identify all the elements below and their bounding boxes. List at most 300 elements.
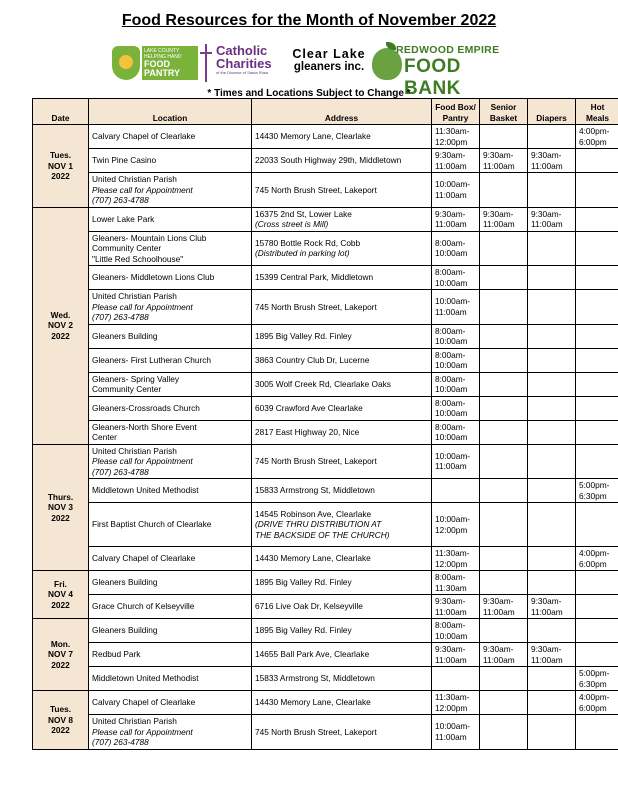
cell-text: Middletown United Methodist bbox=[92, 485, 199, 496]
diapers-cell bbox=[528, 715, 576, 750]
senior-basket-cell bbox=[480, 266, 528, 290]
address-cell bbox=[252, 231, 432, 266]
table-row bbox=[33, 444, 618, 479]
table-row bbox=[33, 207, 618, 231]
cell-text: 9:30am- bbox=[531, 150, 562, 160]
cell-text: Gleaners- First Lutheran Church bbox=[92, 354, 211, 365]
date-cell bbox=[33, 207, 89, 444]
header-date: Date bbox=[33, 99, 89, 125]
table-row bbox=[33, 715, 618, 750]
address-cell bbox=[252, 372, 432, 396]
cell-text: 6:30pm bbox=[579, 490, 607, 501]
cell-text: 8:00am- bbox=[435, 620, 466, 630]
senior-basket-cell bbox=[480, 125, 528, 149]
cell-note: Please call for Appointment bbox=[92, 456, 193, 466]
disclaimer: * Times and Locations Subject to Change * bbox=[207, 88, 411, 99]
header-text: Food Box/ bbox=[435, 102, 476, 112]
catholic-charities-logo bbox=[198, 42, 282, 84]
cell-text: 2022 bbox=[51, 171, 70, 181]
cell-text: 5:00pm- bbox=[579, 668, 610, 678]
diapers-cell bbox=[528, 420, 576, 444]
diapers-cell bbox=[528, 479, 576, 503]
cell-text: Gleaners Building bbox=[92, 577, 158, 588]
senior-basket-cell bbox=[480, 149, 528, 173]
location-cell bbox=[89, 503, 252, 547]
cell-text: 11:30am- bbox=[435, 126, 470, 136]
pantry-cell bbox=[432, 125, 480, 149]
cell-text: 8:00am- bbox=[435, 373, 466, 384]
hot-meals-cell bbox=[576, 420, 618, 444]
cell-text: 9:30am- bbox=[483, 208, 514, 219]
cell-text: 1895 Big Valley Rd. Finley bbox=[255, 577, 352, 588]
cell-text: 11:00am bbox=[483, 654, 515, 665]
header-text: Basket bbox=[489, 112, 518, 123]
logo-text: gleaners inc. bbox=[293, 61, 365, 73]
cell-text: 9:30am- bbox=[435, 644, 466, 654]
cell-text: Community Center bbox=[92, 243, 162, 253]
diapers-cell bbox=[528, 324, 576, 348]
cell-text: 14545 Robinson Ave, Clearlake bbox=[255, 508, 372, 519]
cell-text: United Christian Parish bbox=[92, 716, 177, 726]
hot-meals-cell bbox=[576, 715, 618, 750]
table-row bbox=[33, 266, 618, 290]
cell-text: 6:00pm bbox=[579, 558, 607, 569]
senior-basket-cell bbox=[480, 547, 528, 571]
cell-text: Center bbox=[92, 432, 117, 442]
hot-meals-cell bbox=[576, 691, 618, 715]
cell-text: Gleaners- Mountain Lions Club bbox=[92, 232, 207, 243]
cell-text: 10:00am- bbox=[435, 514, 471, 524]
hot-meals-cell bbox=[576, 372, 618, 396]
senior-basket-cell bbox=[480, 571, 528, 595]
cell-text: 12:00pm bbox=[435, 136, 468, 147]
cell-text: 2022 bbox=[51, 725, 70, 735]
address-cell bbox=[252, 547, 432, 571]
pantry-cell bbox=[432, 667, 480, 691]
pantry-cell bbox=[432, 691, 480, 715]
date-cell bbox=[33, 444, 89, 571]
senior-basket-cell bbox=[480, 324, 528, 348]
cell-text: 2022 bbox=[51, 512, 70, 523]
cell-text: Gleaners- Middletown Lions Club bbox=[92, 272, 215, 283]
location-cell bbox=[89, 619, 252, 643]
diapers-cell bbox=[528, 691, 576, 715]
table-row bbox=[33, 396, 618, 420]
cell-text: 8:00am- bbox=[435, 572, 466, 582]
cell-text: 11:00am bbox=[531, 606, 563, 617]
cell-text: 6:00pm bbox=[579, 702, 607, 713]
diapers-cell bbox=[528, 125, 576, 149]
date-cell bbox=[33, 691, 89, 750]
cell-text: Calvary Chapel of Clearlake bbox=[92, 553, 196, 564]
cell-text: 10:00am- bbox=[435, 179, 471, 190]
cell-text: 745 North Brush Street, Lakeport bbox=[255, 301, 377, 312]
location-cell bbox=[89, 290, 252, 325]
senior-basket-cell bbox=[480, 643, 528, 667]
cell-text: 22033 South Highway 29th, Middletown bbox=[255, 155, 402, 166]
address-cell bbox=[252, 667, 432, 691]
cell-text: 2022 bbox=[51, 599, 70, 610]
address-cell bbox=[252, 715, 432, 750]
cell-text: 11:30am- bbox=[435, 692, 470, 702]
cell-text: 10:00am- bbox=[435, 450, 471, 461]
cell-text: 10:00am bbox=[435, 384, 468, 394]
senior-basket-cell bbox=[480, 348, 528, 372]
cell-text: 11:00am bbox=[483, 606, 515, 617]
cell-text: 10:00am bbox=[435, 277, 468, 288]
cell-text: Tues. bbox=[49, 150, 72, 160]
pantry-cell bbox=[432, 503, 480, 547]
cell-text: 1895 Big Valley Rd. Finley bbox=[255, 330, 352, 341]
pantry-cell bbox=[432, 348, 480, 372]
cell-text: 745 North Brush Street, Lakeport bbox=[255, 456, 377, 466]
hot-meals-cell bbox=[576, 396, 618, 420]
cell-text: 4:00pm- bbox=[579, 692, 610, 702]
cell-text: Tues. bbox=[49, 704, 72, 714]
table-row bbox=[33, 149, 618, 173]
diapers-cell bbox=[528, 571, 576, 595]
address-cell bbox=[252, 173, 432, 208]
table-row bbox=[33, 667, 618, 691]
diapers-cell bbox=[528, 231, 576, 266]
cell-text: 11:00am bbox=[435, 160, 467, 171]
cell-text: Mon. bbox=[50, 638, 71, 649]
pantry-cell bbox=[432, 444, 480, 479]
address-cell bbox=[252, 479, 432, 503]
diapers-cell bbox=[528, 595, 576, 619]
diapers-cell bbox=[528, 444, 576, 479]
cell-text: 6:00pm bbox=[579, 136, 607, 147]
date-cell bbox=[33, 619, 89, 691]
senior-basket-cell bbox=[480, 290, 528, 325]
cell-text: 11:30am bbox=[435, 582, 467, 593]
cell-text: 14430 Memory Lane, Clearlake bbox=[255, 553, 371, 564]
cell-text: 8:00am- bbox=[435, 325, 466, 336]
hot-meals-cell bbox=[576, 125, 618, 149]
address-cell bbox=[252, 149, 432, 173]
logo-text: PANTRY bbox=[144, 68, 180, 78]
cell-text: Gleaners Building bbox=[92, 625, 158, 636]
hot-meals-cell bbox=[576, 503, 618, 547]
address-cell bbox=[252, 207, 432, 231]
location-cell bbox=[89, 149, 252, 173]
location-cell bbox=[89, 691, 252, 715]
location-cell bbox=[89, 571, 252, 595]
cell-text: 4:00pm- bbox=[579, 548, 610, 558]
cell-text: 6039 Crawford Ave Clearlake bbox=[255, 402, 363, 413]
cell-text: 12:00pm bbox=[435, 524, 468, 535]
cell-text: Wed. bbox=[50, 309, 71, 320]
cell-text: 2022 bbox=[51, 659, 70, 670]
pantry-cell bbox=[432, 479, 480, 503]
cell-text: 8:00am- bbox=[435, 237, 466, 248]
cell-text: 2817 East Highway 20, Nice bbox=[255, 426, 360, 437]
schedule-body bbox=[33, 125, 618, 750]
cell-text: Redbud Park bbox=[92, 649, 141, 660]
cell-text: Gleaners-Crossroads Church bbox=[92, 402, 200, 413]
cell-text: 8:00am- bbox=[435, 267, 466, 277]
cell-text: NOV 2 bbox=[48, 320, 73, 331]
hot-meals-cell bbox=[576, 479, 618, 503]
cell-note: (707) 263-4788 bbox=[92, 737, 149, 747]
location-cell bbox=[89, 715, 252, 750]
location-cell bbox=[89, 667, 252, 691]
cell-text: 11:00am bbox=[531, 219, 563, 229]
address-cell bbox=[252, 619, 432, 643]
cell-note: (Distributed in parking lot) bbox=[255, 248, 350, 259]
location-cell bbox=[89, 348, 252, 372]
hot-meals-cell bbox=[576, 547, 618, 571]
cell-text: 11:00am bbox=[531, 654, 563, 665]
location-cell bbox=[89, 420, 252, 444]
cell-text: 10:00am bbox=[435, 336, 468, 346]
cell-text: 16375 2nd St, Lower Lake bbox=[255, 208, 352, 219]
cell-note: Please call for Appointment bbox=[92, 726, 193, 737]
diapers-cell bbox=[528, 173, 576, 208]
cell-text: 10:00am bbox=[435, 408, 468, 418]
location-cell bbox=[89, 207, 252, 231]
cell-text: Calvary Chapel of Clearlake bbox=[92, 131, 196, 142]
cell-text: 9:30am- bbox=[435, 150, 466, 160]
cell-text: 745 North Brush Street, Lakeport bbox=[255, 184, 377, 195]
hot-meals-cell bbox=[576, 643, 618, 667]
header-text: Hot bbox=[590, 102, 605, 112]
senior-basket-cell bbox=[480, 715, 528, 750]
address-cell bbox=[252, 643, 432, 667]
cell-text: 11:30am- bbox=[435, 548, 470, 558]
cell-text: 9:30am- bbox=[531, 644, 562, 654]
cell-text: United Christian Parish bbox=[92, 445, 177, 456]
table-row bbox=[33, 324, 618, 348]
address-cell bbox=[252, 266, 432, 290]
date-cell bbox=[33, 125, 89, 208]
table-row bbox=[33, 125, 618, 149]
logo-text: HELPING HAND bbox=[144, 54, 182, 60]
hot-meals-cell bbox=[576, 571, 618, 595]
cell-text: NOV 1 bbox=[48, 160, 73, 171]
pantry-cell bbox=[432, 266, 480, 290]
senior-basket-cell bbox=[480, 667, 528, 691]
cell-note: (Cross street is Mill) bbox=[255, 219, 329, 229]
pantry-cell bbox=[432, 547, 480, 571]
cell-text: 1895 Big Valley Rd. Finley bbox=[255, 625, 352, 636]
cell-text: 12:00pm bbox=[435, 558, 468, 569]
cell-note: (DRIVE THRU DISTRIBUTION AT bbox=[255, 519, 382, 530]
logo-text: LAKE COUNTY bbox=[144, 48, 180, 54]
senior-basket-cell bbox=[480, 396, 528, 420]
cell-text: NOV 8 bbox=[48, 714, 73, 725]
cell-note: THE BACKSIDE OF THE CHURCH) bbox=[255, 529, 390, 540]
cell-text: Community Center bbox=[92, 384, 162, 394]
cell-text: 11:00am bbox=[435, 306, 467, 317]
pantry-cell bbox=[432, 619, 480, 643]
table-row bbox=[33, 595, 618, 619]
hot-meals-cell bbox=[576, 290, 618, 325]
cell-note: (707) 263-4788 bbox=[92, 466, 149, 477]
header-senior bbox=[480, 99, 528, 125]
senior-basket-cell bbox=[480, 595, 528, 619]
table-row bbox=[33, 643, 618, 667]
senior-basket-cell bbox=[480, 503, 528, 547]
header-row bbox=[33, 99, 618, 125]
hot-meals-cell bbox=[576, 207, 618, 231]
pantry-cell bbox=[432, 231, 480, 266]
lake-county-food-pantry-logo bbox=[112, 42, 196, 84]
cell-text: United Christian Parish bbox=[92, 174, 177, 184]
table-row bbox=[33, 503, 618, 547]
address-cell bbox=[252, 420, 432, 444]
cell-text: 10:00am- bbox=[435, 296, 471, 307]
diapers-cell bbox=[528, 643, 576, 667]
logo-text: Clear Lake bbox=[292, 47, 366, 61]
table-row bbox=[33, 571, 618, 595]
location-cell bbox=[89, 231, 252, 266]
senior-basket-cell bbox=[480, 420, 528, 444]
cell-text: 9:30am- bbox=[435, 596, 466, 606]
cell-note: (707) 263-4788 bbox=[92, 195, 149, 205]
hot-meals-cell bbox=[576, 266, 618, 290]
cell-text: United Christian Parish bbox=[92, 291, 177, 301]
header-text: Meals bbox=[585, 112, 610, 123]
header-hot-meals bbox=[576, 99, 618, 125]
table-row bbox=[33, 479, 618, 503]
cell-text: 2022 bbox=[51, 330, 70, 341]
senior-basket-cell bbox=[480, 207, 528, 231]
hot-meals-cell bbox=[576, 595, 618, 619]
senior-basket-cell bbox=[480, 173, 528, 208]
header-location: Location bbox=[89, 99, 252, 125]
cell-text: Fri. bbox=[54, 578, 67, 589]
location-cell bbox=[89, 643, 252, 667]
diapers-cell bbox=[528, 619, 576, 643]
address-cell bbox=[252, 324, 432, 348]
diapers-cell bbox=[528, 396, 576, 420]
table-row bbox=[33, 290, 618, 325]
header-diapers: Diapers bbox=[528, 99, 576, 125]
diapers-cell bbox=[528, 372, 576, 396]
cell-text: 8:00am- bbox=[435, 397, 466, 408]
table-row bbox=[33, 231, 618, 266]
cell-text: 10:00am bbox=[435, 248, 468, 259]
pantry-cell bbox=[432, 715, 480, 750]
hot-meals-cell bbox=[576, 173, 618, 208]
cell-text: 14430 Memory Lane, Clearlake bbox=[255, 697, 371, 708]
diapers-cell bbox=[528, 667, 576, 691]
address-cell bbox=[252, 503, 432, 547]
diapers-cell bbox=[528, 503, 576, 547]
cell-text: 11:00am bbox=[435, 219, 467, 229]
cell-text: Gleaners-North Shore Event bbox=[92, 421, 197, 432]
cell-text: 10:00am- bbox=[435, 721, 471, 732]
table-row bbox=[33, 619, 618, 643]
cell-text: 15833 Armstrong St, Middletown bbox=[255, 673, 375, 684]
cell-text: 10:00am bbox=[435, 432, 468, 442]
cell-text: 10:00am bbox=[435, 360, 468, 370]
cell-text: Thurs. bbox=[47, 491, 74, 502]
logo-text: FOOD BANK bbox=[404, 56, 461, 99]
cell-text: 11:00am bbox=[435, 461, 467, 472]
cell-text: 14430 Memory Lane, Clearlake bbox=[255, 131, 371, 142]
header-pantry bbox=[432, 99, 480, 125]
table-row bbox=[33, 348, 618, 372]
hot-meals-cell bbox=[576, 231, 618, 266]
senior-basket-cell bbox=[480, 372, 528, 396]
cell-text: 8:00am- bbox=[435, 349, 466, 360]
cross-icon bbox=[200, 44, 212, 82]
cell-text: Gleaners Building bbox=[92, 330, 158, 341]
cell-text: 11:00am bbox=[483, 219, 515, 229]
location-cell bbox=[89, 444, 252, 479]
logo-text: Catholic bbox=[216, 43, 268, 58]
clear-lake-gleaners-logo bbox=[288, 42, 370, 84]
table-row bbox=[33, 691, 618, 715]
cell-text: 15399 Central Park, Middletown bbox=[255, 272, 374, 283]
cell-text: 12:00pm bbox=[435, 702, 468, 713]
cell-text: NOV 3 bbox=[48, 502, 73, 512]
diapers-cell bbox=[528, 149, 576, 173]
pantry-cell bbox=[432, 290, 480, 325]
hot-meals-cell bbox=[576, 348, 618, 372]
location-cell bbox=[89, 595, 252, 619]
cell-text: 6716 Live Oak Dr, Kelseyville bbox=[255, 601, 363, 612]
senior-basket-cell bbox=[480, 691, 528, 715]
pantry-cell bbox=[432, 396, 480, 420]
cell-text: Middletown United Methodist bbox=[92, 673, 199, 684]
cell-text: 15833 Armstrong St, Middletown bbox=[255, 485, 375, 496]
cell-text: 11:00am bbox=[435, 654, 467, 665]
page-title: Food Resources for the Month of November 2022 bbox=[121, 12, 497, 29]
pantry-cell bbox=[432, 571, 480, 595]
address-cell bbox=[252, 444, 432, 479]
senior-basket-cell bbox=[480, 479, 528, 503]
logo-text: REDWOOD EMPIRE bbox=[396, 44, 500, 56]
address-cell bbox=[252, 691, 432, 715]
cell-text: 11:00am bbox=[483, 160, 515, 171]
hot-meals-cell bbox=[576, 149, 618, 173]
location-cell bbox=[89, 125, 252, 149]
pantry-cell bbox=[432, 173, 480, 208]
location-cell bbox=[89, 266, 252, 290]
location-cell bbox=[89, 396, 252, 420]
cell-text: 9:30am- bbox=[531, 208, 562, 219]
cell-text: 9:30am- bbox=[435, 208, 466, 219]
hot-meals-cell bbox=[576, 444, 618, 479]
schedule-table bbox=[32, 98, 618, 750]
diapers-cell bbox=[528, 348, 576, 372]
diapers-cell bbox=[528, 547, 576, 571]
pantry-cell bbox=[432, 643, 480, 667]
cell-text: 11:00am bbox=[435, 606, 467, 617]
location-cell bbox=[89, 372, 252, 396]
cell-note: (707) 263-4788 bbox=[92, 312, 149, 322]
logo-text: of the Diocese of Santa Rosa bbox=[216, 70, 269, 75]
senior-basket-cell bbox=[480, 231, 528, 266]
cell-note: Please call for Appointment bbox=[92, 184, 193, 195]
table-row bbox=[33, 547, 618, 571]
address-cell bbox=[252, 571, 432, 595]
pantry-cell bbox=[432, 149, 480, 173]
address-cell bbox=[252, 290, 432, 325]
pantry-cell bbox=[432, 324, 480, 348]
cell-text: 745 North Brush Street, Lakeport bbox=[255, 726, 377, 737]
address-cell bbox=[252, 125, 432, 149]
table-row bbox=[33, 173, 618, 208]
diapers-cell bbox=[528, 290, 576, 325]
cell-text: 8:00am- bbox=[435, 421, 466, 432]
cell-text: 11:00am bbox=[435, 189, 467, 200]
cell-text: 15780 Bottle Rock Rd, Cobb bbox=[255, 237, 361, 248]
cell-text: Calvary Chapel of Clearlake bbox=[92, 697, 196, 708]
